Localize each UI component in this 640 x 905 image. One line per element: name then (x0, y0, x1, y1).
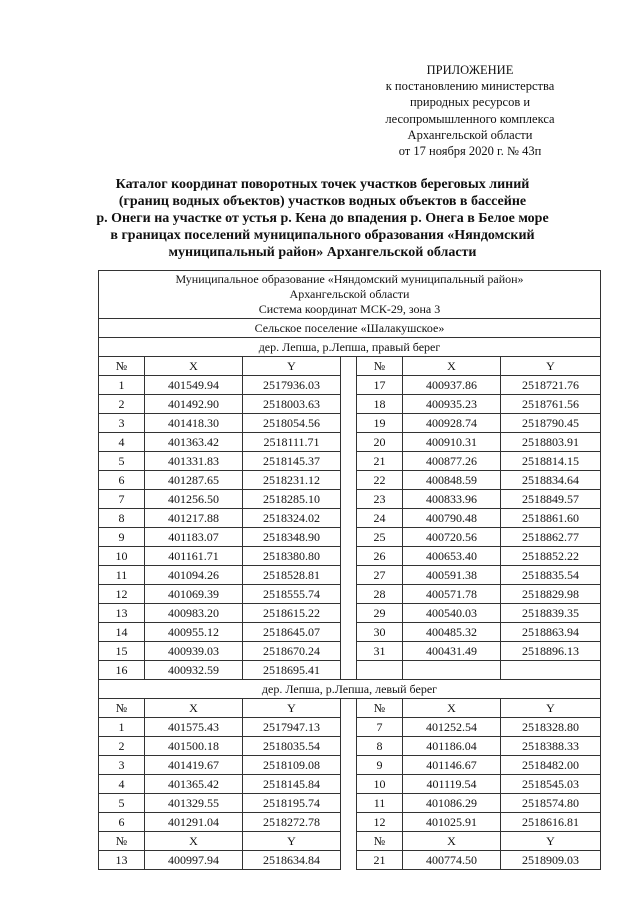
y-coordinate: 2518863.94 (501, 623, 601, 642)
point-number: 5 (99, 794, 145, 813)
col-y-header: Y (501, 357, 601, 376)
section-row (99, 680, 601, 699)
x-coordinate: 400848.59 (403, 471, 501, 490)
point-number: 8 (357, 737, 403, 756)
x-coordinate: 401252.54 (403, 718, 501, 737)
table-row (99, 718, 601, 737)
point-number: 17 (357, 376, 403, 395)
table-row (99, 509, 601, 528)
x-coordinate: 401186.04 (403, 737, 501, 756)
point-number: 2 (99, 395, 145, 414)
table-row (99, 661, 601, 680)
col-no-header: № (357, 357, 403, 376)
y-coordinate: 2518380.80 (243, 547, 341, 566)
col-y-header: Y (243, 699, 341, 718)
y-coordinate: 2518574.80 (501, 794, 601, 813)
column-gap (341, 509, 357, 528)
point-number: 3 (99, 756, 145, 775)
x-coordinate: 401500.18 (145, 737, 243, 756)
coordinates-table (98, 270, 601, 870)
x-coordinate: 400937.86 (403, 376, 501, 395)
y-coordinate: 2517947.13 (243, 718, 341, 737)
y-coordinate: 2518814.15 (501, 452, 601, 471)
column-gap (341, 604, 357, 623)
column-gap (341, 395, 357, 414)
table-row (99, 775, 601, 794)
x-coordinate: 401418.30 (145, 414, 243, 433)
column-gap (341, 813, 357, 832)
col-no-header: № (99, 699, 145, 718)
y-coordinate: 2518555.74 (243, 585, 341, 604)
point-number: 25 (357, 528, 403, 547)
point-number: 18 (357, 395, 403, 414)
x-coordinate: 401329.55 (145, 794, 243, 813)
column-gap (341, 794, 357, 813)
y-coordinate: 2518003.63 (243, 395, 341, 414)
y-coordinate: 2518829.98 (501, 585, 601, 604)
col-x-header: X (403, 357, 501, 376)
point-number: 13 (99, 851, 145, 870)
column-gap (341, 566, 357, 585)
col-y-header: Y (243, 357, 341, 376)
y-coordinate: 2518861.60 (501, 509, 601, 528)
table-row (99, 851, 601, 870)
y-coordinate: 2518615.22 (243, 604, 341, 623)
column-gap (341, 376, 357, 395)
table-row (99, 528, 601, 547)
x-coordinate: 401365.42 (145, 775, 243, 794)
y-coordinate: 2518111.71 (243, 433, 341, 452)
table-row (99, 471, 601, 490)
table-row (99, 490, 601, 509)
x-coordinate: 401094.26 (145, 566, 243, 585)
point-number: 6 (99, 471, 145, 490)
point-number: 9 (357, 756, 403, 775)
col-y-header: Y (243, 832, 341, 851)
x-coordinate: 400935.23 (403, 395, 501, 414)
x-coordinate: 400833.96 (403, 490, 501, 509)
column-gap (341, 547, 357, 566)
point-number: 24 (357, 509, 403, 528)
point-number: 5 (99, 452, 145, 471)
x-coordinate: 401161.71 (145, 547, 243, 566)
appendix-line: лесопромышленного комплекса (385, 111, 555, 126)
table-row (99, 813, 601, 832)
point-number: 31 (357, 642, 403, 661)
col-y-header: Y (501, 699, 601, 718)
y-coordinate: 2518761.56 (501, 395, 601, 414)
x-coordinate: 400983.20 (145, 604, 243, 623)
table-row (99, 433, 601, 452)
title-line: муниципальный район» Архангельской области (168, 245, 477, 260)
y-coordinate: 2518195.74 (243, 794, 341, 813)
document-title (60, 176, 585, 261)
point-number (357, 661, 403, 680)
point-number: 16 (99, 661, 145, 680)
x-coordinate: 400653.40 (403, 547, 501, 566)
column-gap (341, 357, 357, 376)
x-coordinate: 401363.42 (145, 433, 243, 452)
y-coordinate: 2518835.54 (501, 566, 601, 585)
y-coordinate: 2518616.81 (501, 813, 601, 832)
point-number: 15 (99, 642, 145, 661)
y-coordinate: 2518348.90 (243, 528, 341, 547)
point-number: 22 (357, 471, 403, 490)
table-header-row (99, 271, 601, 319)
title-line: в границах поселений муниципального образования «Няндомский (110, 228, 535, 243)
y-coordinate: 2518482.00 (501, 756, 601, 775)
y-coordinate: 2518285.10 (243, 490, 341, 509)
point-number: 26 (357, 547, 403, 566)
x-coordinate: 401146.67 (403, 756, 501, 775)
appendix-line: ПРИЛОЖЕНИЕ (426, 63, 514, 77)
table-row (99, 585, 601, 604)
y-coordinate (501, 661, 601, 680)
y-coordinate: 2518670.24 (243, 642, 341, 661)
x-coordinate: 400997.94 (145, 851, 243, 870)
point-number: 14 (99, 623, 145, 642)
section-name: дер. Лепша, р.Лепша, левый берег (99, 680, 601, 699)
x-coordinate: 401119.54 (403, 775, 501, 794)
column-gap (341, 414, 357, 433)
column-gap (341, 851, 357, 870)
point-number: 20 (357, 433, 403, 452)
point-number: 6 (99, 813, 145, 832)
point-number: 29 (357, 604, 403, 623)
table-row (99, 642, 601, 661)
title-line: (границ водных объектов) участков водных объектов в бассейне (118, 194, 527, 209)
y-coordinate: 2518388.33 (501, 737, 601, 756)
x-coordinate: 401086.29 (403, 794, 501, 813)
y-coordinate: 2518862.77 (501, 528, 601, 547)
column-gap (341, 737, 357, 756)
y-coordinate: 2518790.45 (501, 414, 601, 433)
x-coordinate (403, 661, 501, 680)
point-number: 10 (99, 547, 145, 566)
y-coordinate: 2518839.35 (501, 604, 601, 623)
y-coordinate: 2518896.13 (501, 642, 601, 661)
point-number: 7 (99, 490, 145, 509)
column-gap (341, 490, 357, 509)
x-coordinate: 401419.67 (145, 756, 243, 775)
x-coordinate: 401217.88 (145, 509, 243, 528)
coordinates-table-wrap (98, 270, 600, 870)
x-coordinate: 401492.90 (145, 395, 243, 414)
x-coordinate: 401183.07 (145, 528, 243, 547)
y-coordinate: 2518545.03 (501, 775, 601, 794)
header-line: Муниципальное образование «Няндомский муниципальный район» (175, 272, 524, 286)
column-gap (341, 699, 357, 718)
col-no-header: № (99, 357, 145, 376)
column-gap (341, 756, 357, 775)
column-gap (341, 433, 357, 452)
point-number: 2 (99, 737, 145, 756)
x-coordinate: 400877.26 (403, 452, 501, 471)
y-coordinate: 2518272.78 (243, 813, 341, 832)
y-coordinate: 2518803.91 (501, 433, 601, 452)
col-x-header: X (145, 699, 243, 718)
point-number: 3 (99, 414, 145, 433)
point-number: 13 (99, 604, 145, 623)
table-row (99, 566, 601, 585)
table-row (99, 756, 601, 775)
column-header-row (99, 699, 601, 718)
column-gap (341, 775, 357, 794)
settlement-name: Сельское поселение «Шалакушское» (99, 319, 601, 338)
column-gap (341, 623, 357, 642)
column-gap (341, 471, 357, 490)
column-gap (341, 528, 357, 547)
x-coordinate: 400571.78 (403, 585, 501, 604)
appendix-block (360, 62, 580, 159)
point-number: 23 (357, 490, 403, 509)
col-x-header: X (403, 699, 501, 718)
col-x-header: X (145, 832, 243, 851)
x-coordinate: 400720.56 (403, 528, 501, 547)
section1-name: дер. Лепша, р.Лепша, правый берег (99, 338, 601, 357)
table-row (99, 794, 601, 813)
point-number: 11 (357, 794, 403, 813)
y-coordinate: 2518695.41 (243, 661, 341, 680)
column-gap (341, 585, 357, 604)
title-line: Каталог координат поворотных точек участков береговых линий (115, 177, 530, 192)
point-number: 21 (357, 452, 403, 471)
x-coordinate: 401256.50 (145, 490, 243, 509)
y-coordinate: 2517936.03 (243, 376, 341, 395)
appendix-line: Архангельской области (407, 127, 533, 142)
point-number: 27 (357, 566, 403, 585)
column-header-row (99, 832, 601, 851)
table-row (99, 452, 601, 471)
point-number: 12 (99, 585, 145, 604)
table-row (99, 395, 601, 414)
y-coordinate: 2518909.03 (501, 851, 601, 870)
point-number: 21 (357, 851, 403, 870)
y-coordinate: 2518852.22 (501, 547, 601, 566)
x-coordinate: 400932.59 (145, 661, 243, 680)
column-gap (341, 718, 357, 737)
header-line: Система координат МСК-29, зона 3 (258, 302, 441, 316)
col-no-header: № (357, 832, 403, 851)
x-coordinate: 400910.31 (403, 433, 501, 452)
point-number: 1 (99, 376, 145, 395)
y-coordinate: 2518634.84 (243, 851, 341, 870)
settlement-row (99, 319, 601, 338)
y-coordinate: 2518324.02 (243, 509, 341, 528)
y-coordinate: 2518328.80 (501, 718, 601, 737)
table-row (99, 737, 601, 756)
y-coordinate: 2518231.12 (243, 471, 341, 490)
point-number: 7 (357, 718, 403, 737)
x-coordinate: 401575.43 (145, 718, 243, 737)
point-number: 4 (99, 775, 145, 794)
col-y-header: Y (501, 832, 601, 851)
table-row (99, 414, 601, 433)
appendix-line: к постановлению министерства (385, 79, 555, 94)
x-coordinate: 401291.04 (145, 813, 243, 832)
y-coordinate: 2518054.56 (243, 414, 341, 433)
x-coordinate: 401025.91 (403, 813, 501, 832)
column-gap (341, 642, 357, 661)
point-number: 10 (357, 775, 403, 794)
appendix-line: природных ресурсов и (409, 95, 531, 110)
y-coordinate: 2518145.37 (243, 452, 341, 471)
x-coordinate: 401549.94 (145, 376, 243, 395)
column-gap (341, 661, 357, 680)
point-number: 1 (99, 718, 145, 737)
col-no-header: № (99, 832, 145, 851)
y-coordinate: 2518721.76 (501, 376, 601, 395)
y-coordinate: 2518849.57 (501, 490, 601, 509)
point-number: 9 (99, 528, 145, 547)
y-coordinate: 2518645.07 (243, 623, 341, 642)
point-number: 8 (99, 509, 145, 528)
x-coordinate: 400774.50 (403, 851, 501, 870)
x-coordinate: 401287.65 (145, 471, 243, 490)
title-line: р. Онеги на участке от устья р. Кена до впадения р. Онега в Белое море (96, 211, 549, 226)
column-header-row (99, 357, 601, 376)
y-coordinate: 2518528.81 (243, 566, 341, 585)
table-row (99, 547, 601, 566)
x-coordinate: 400928.74 (403, 414, 501, 433)
table-row (99, 376, 601, 395)
section-row (99, 338, 601, 357)
column-gap (341, 452, 357, 471)
table-row (99, 623, 601, 642)
col-x-header: X (403, 832, 501, 851)
x-coordinate: 400939.03 (145, 642, 243, 661)
x-coordinate: 400790.48 (403, 509, 501, 528)
point-number: 12 (357, 813, 403, 832)
table-header-cell (99, 271, 601, 319)
col-x-header: X (145, 357, 243, 376)
y-coordinate: 2518834.64 (501, 471, 601, 490)
point-number: 30 (357, 623, 403, 642)
x-coordinate: 400591.38 (403, 566, 501, 585)
x-coordinate: 400431.49 (403, 642, 501, 661)
x-coordinate: 400540.03 (403, 604, 501, 623)
y-coordinate: 2518109.08 (243, 756, 341, 775)
table-row (99, 604, 601, 623)
x-coordinate: 401069.39 (145, 585, 243, 604)
column-gap (341, 832, 357, 851)
x-coordinate: 400485.32 (403, 623, 501, 642)
col-no-header: № (357, 699, 403, 718)
point-number: 11 (99, 566, 145, 585)
y-coordinate: 2518145.84 (243, 775, 341, 794)
point-number: 19 (357, 414, 403, 433)
point-number: 4 (99, 433, 145, 452)
x-coordinate: 400955.12 (145, 623, 243, 642)
point-number: 28 (357, 585, 403, 604)
x-coordinate: 401331.83 (145, 452, 243, 471)
header-line: Архангельской области (289, 287, 410, 301)
appendix-line: от 17 ноября 2020 г. № 43п (398, 144, 542, 159)
y-coordinate: 2518035.54 (243, 737, 341, 756)
